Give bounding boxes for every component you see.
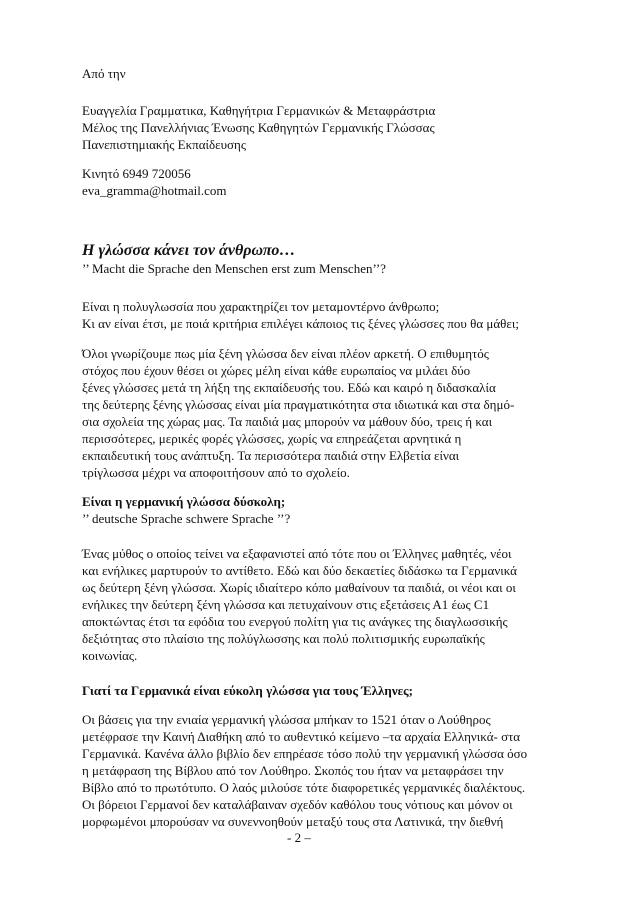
paragraph3-line: μορφωμένοι μπορούσαν να συνεννοηθούν μεταξύ τους στα Λατινικά, την διεθνή <box>82 814 504 829</box>
paragraph3-line: Γερμανικά. Κανένα άλλο βιβλίο δεν επηρέασε τόσο πολύ την γερμανική γλώσσα όσο <box>82 746 528 761</box>
from-label: Από την <box>82 66 126 81</box>
paragraph1-line: περισσότερες, μερικές φορές γλώσσες, χωρίς να επηρεάζεται αρνητικά η <box>82 431 462 446</box>
paragraph1-line: τρίγλωσσα μέχρι να αποφοιτήσουν από το σχολείο. <box>82 465 350 480</box>
paragraph3-line: η μετάφραση της Βίβλου από τον Λούθηρο. Σκοπός του ήταν να μεταφράσει την <box>82 763 504 778</box>
intro-line: Κι αν είναι έτσι, με ποιά κριτήρια επιλέγει κάποιος τις ξένες γλώσσες που θα μάθει; <box>82 316 519 331</box>
paragraph1-line: της δεύτερης ξένης γλώσσας είναι μία πραγματικότητα στα ιδιωτικά και στα δημό- <box>82 397 515 412</box>
paragraph1-line: στόχος που έχουν θέσει οι χώρες μέλη είναι κάθε ευρωπαίος να μιλάει δύο <box>82 363 471 378</box>
article-subtitle: ’’ Macht die Sprache den Menschen erst zum Menschen’’? <box>82 261 386 276</box>
paragraph3-line: Οι βόρειοι Γερμανοί δεν καταλάβαιναν σχεδόν καθόλου τους νότιους και μόνον οι <box>82 797 513 812</box>
email-line: eva_gramma@hotmail.com <box>82 183 227 198</box>
page-number: - 2 – <box>287 830 311 845</box>
paragraph1-line: σια σχολεία της χώρας μας. Τα παιδιά μας μπορούν να μάθουν δύο, τρεις ή και <box>82 414 493 429</box>
author-name-line: Ευαγγελία Γραμματικα, Καθηγήτρια Γερμανικών & Μεταφράστρια <box>82 103 436 118</box>
author-education-line: Πανεπιστημιακής Εκπαίδευσης <box>82 137 246 152</box>
paragraph2-line: και ενήλικες μαρτυρούν το αντίθετο. Εδώ και δύο δεκαετίες διδάσκω τα Γερμανικά <box>82 563 517 578</box>
paragraph3-line: Βίβλο από το πρωτότυπο. Ο λαός μιλούσε τότε διαφορετικές γερμανικές διαλέκτους. <box>82 780 526 795</box>
paragraph2-line: ενήλικες την δεύτερη ξένη γλώσσα και πετυχαίνουν στις εξετάσεις Α1 έως C1 <box>82 597 490 612</box>
paragraph2-line: ως δεύτερη ξένη γλώσσα. Χωρίς ιδιαίτερο κόπο μαθαίνουν τα παιδιά, οι νέοι και οι <box>82 580 516 595</box>
section-subheading: ’’ deutsche Sprache schwere Sprache ’’? <box>82 511 291 526</box>
paragraph2-line: κοινωνίας. <box>82 648 138 663</box>
author-membership-line: Μέλος της Πανελλήνιας Ένωσης Καθηγητών Γερμανικής Γλώσσας <box>82 120 435 135</box>
paragraph2-line: αποκτώντας έτσι τα εφόδια του ενεργού πολίτη για τις ανάγκες της διαγλωσσικής <box>82 614 508 629</box>
paragraph1-line: ξένες γλώσσες μετά τη λήξη της εκπαίδευσής του. Εδώ και καιρό η διδασκαλία <box>82 380 496 395</box>
intro-line: Είναι η πολυγλωσσία που χαρακτηρίζει τον μεταμοντέρνο άνθρωπο; <box>82 299 440 314</box>
section-heading: Γιατί τα Γερμανικά είναι εύκολη γλώσσα για τους Έλληνες; <box>82 683 413 698</box>
paragraph2-line: δεξιότητας στο πλαίσιο της πολύγλωσσης και πολύ πολιτισμικής ευρωπαϊκής <box>82 631 485 646</box>
section-heading: Είναι η γερμανική γλώσσα δύσκολη; <box>82 494 286 509</box>
paragraph3-line: μετέφρασε την Καινή Διαθήκη από το αυθεντικό κείμενο –τα αρχαία Ελληνικά- στα <box>82 729 521 744</box>
paragraph2-line: Ένας μύθος ο οποίος τείνει να εξαφανιστεί από τότε που οι Έλληνες μαθητές, νέοι <box>82 546 512 561</box>
paragraph3-line: Οι βάσεις για την ενιαία γερμανική γλώσσα μπήκαν το 1521 όταν ο Λούθηρος <box>82 712 491 727</box>
article-title: Η γλώσσα κάνει τον άνθρωπο… <box>82 242 296 259</box>
paragraph1-line: εκπαιδευτική τους ανάπτυξη. Τα περισσότερα παιδιά στην Ελβετία είναι <box>82 448 460 463</box>
paragraph1-line: Όλοι γνωρίζουμε πως μία ξένη γλώσσα δεν είναι πλέον αρκετή. Ο επιθυμητός <box>82 346 489 361</box>
phone-line: Κινητό 6949 720056 <box>82 166 191 181</box>
